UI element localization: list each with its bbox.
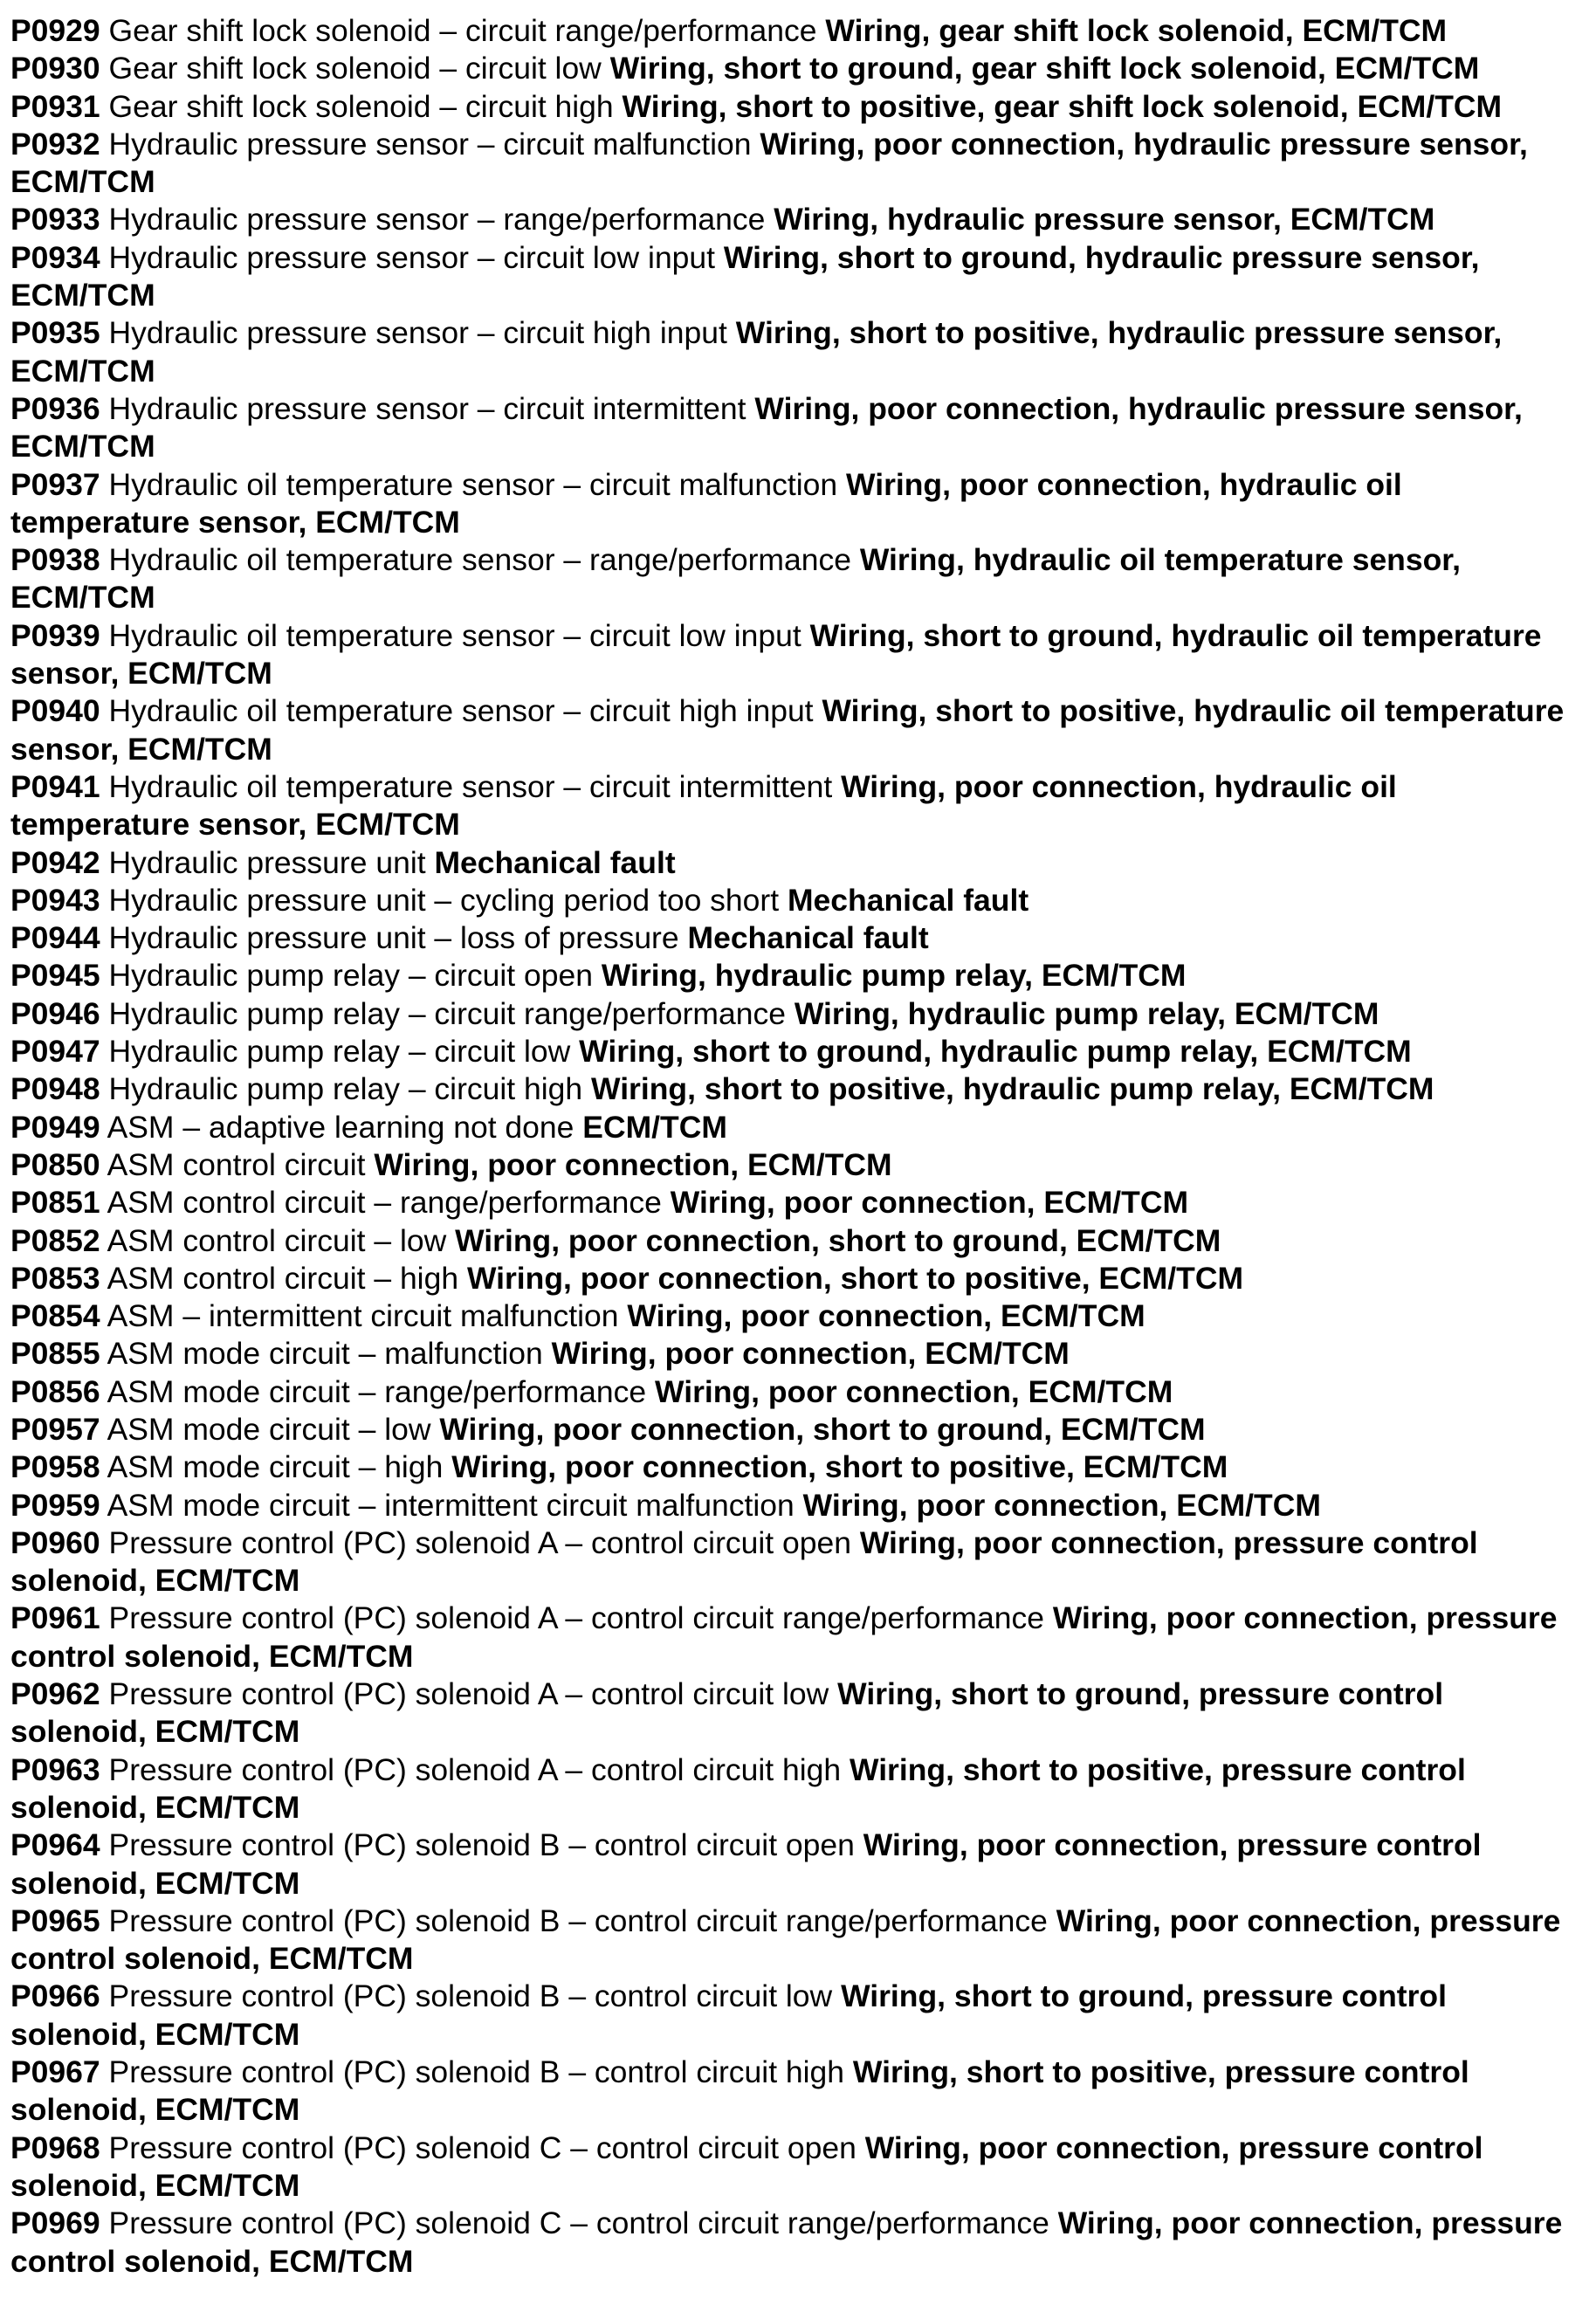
dtc-code: P0966 xyxy=(10,1978,100,2014)
dtc-description: Pressure control (PC) solenoid B – control circuit high xyxy=(108,2054,845,2090)
dtc-code: P0967 xyxy=(10,2054,100,2090)
dtc-entry xyxy=(10,1676,1582,1751)
dtc-entry xyxy=(10,957,1582,994)
dtc-description: ASM control circuit – range/performance xyxy=(107,1185,662,1221)
dtc-code: P0947 xyxy=(10,1034,100,1070)
dtc-description: Hydraulic pump relay – circuit range/performance xyxy=(108,995,786,1031)
dtc-cause: Wiring, poor connection, short to ground, ECM/TCM xyxy=(455,1222,1221,1258)
dtc-code: P0969 xyxy=(10,2205,100,2241)
dtc-cause: Wiring, poor connection, short to positive, ECM/TCM xyxy=(466,1260,1244,1296)
dtc-entry xyxy=(10,844,1582,882)
dtc-entry xyxy=(10,1524,1582,1600)
dtc-code: P0852 xyxy=(10,1222,100,1258)
dtc-entry xyxy=(10,466,1582,542)
dtc-entry xyxy=(10,692,1582,768)
dtc-cause: Wiring, short to positive, hydraulic oil temperature sensor, ECM/TCM xyxy=(10,693,1565,767)
dtc-code: P0959 xyxy=(10,1487,100,1523)
dtc-cause: Wiring, hydraulic pressure sensor, ECM/TCM xyxy=(774,202,1435,237)
dtc-code: P0943 xyxy=(10,882,100,918)
dtc-description: Pressure control (PC) solenoid C – control circuit open xyxy=(108,2130,856,2165)
dtc-cause: Wiring, poor connection, ECM/TCM xyxy=(627,1298,1145,1334)
dtc-description: Pressure control (PC) solenoid C – control circuit range/performance xyxy=(108,2205,1049,2241)
dtc-code: P0941 xyxy=(10,768,100,804)
dtc-cause: Wiring, poor connection, ECM/TCM xyxy=(655,1373,1173,1409)
dtc-code: P0935 xyxy=(10,315,100,351)
dtc-code: P0856 xyxy=(10,1373,100,1409)
dtc-description: ASM mode circuit – malfunction xyxy=(107,1336,543,1372)
dtc-cause: Wiring, poor connection, pressure control solenoid, ECM/TCM xyxy=(10,1600,1558,1674)
dtc-entry xyxy=(10,1487,1582,1524)
dtc-code: P0960 xyxy=(10,1524,100,1560)
dtc-entry xyxy=(10,1448,1582,1486)
dtc-cause: Wiring, short to positive, hydraulic pump relay, ECM/TCM xyxy=(591,1071,1434,1107)
dtc-description: Hydraulic pressure unit – cycling period too short xyxy=(108,882,780,918)
dtc-code: P0962 xyxy=(10,1676,100,1712)
dtc-description: Hydraulic pump relay – circuit high xyxy=(108,1071,583,1107)
dtc-description: Hydraulic oil temperature sensor – range/performance xyxy=(108,542,851,578)
dtc-code: P0944 xyxy=(10,920,100,956)
dtc-cause: Wiring, short to ground, gear shift lock solenoid, ECM/TCM xyxy=(609,51,1480,86)
dtc-code: P0964 xyxy=(10,1827,100,1863)
dtc-cause: Wiring, short to positive, pressure control solenoid, ECM/TCM xyxy=(10,2054,1469,2128)
dtc-entry xyxy=(10,1070,1582,1108)
dtc-entry xyxy=(10,1411,1582,1448)
dtc-list xyxy=(10,12,1582,2281)
dtc-description: ASM – intermittent circuit malfunction xyxy=(107,1298,619,1334)
dtc-cause: Wiring, poor connection, ECM/TCM xyxy=(802,1487,1321,1523)
dtc-entry xyxy=(10,1146,1582,1184)
dtc-code: P0958 xyxy=(10,1449,100,1485)
dtc-entry xyxy=(10,1600,1582,1676)
dtc-description: Hydraulic oil temperature sensor – circuit malfunction xyxy=(108,466,838,502)
dtc-description: Hydraulic oil temperature sensor – circuit high input xyxy=(108,693,814,729)
dtc-cause: Wiring, poor connection, pressure control solenoid, ECM/TCM xyxy=(10,1827,1482,1901)
dtc-code: P0851 xyxy=(10,1185,100,1221)
dtc-entry xyxy=(10,1751,1582,1827)
dtc-cause: Wiring, short to positive, pressure control solenoid, ECM/TCM xyxy=(10,1751,1466,1825)
dtc-code: P0933 xyxy=(10,202,100,237)
dtc-entry xyxy=(10,239,1582,315)
dtc-cause: Wiring, short to ground, hydraulic oil temperature sensor, ECM/TCM xyxy=(10,617,1542,692)
dtc-cause: Wiring, short to ground, pressure control solenoid, ECM/TCM xyxy=(10,1978,1447,2052)
dtc-description: Gear shift lock solenoid – circuit high xyxy=(108,88,614,124)
dtc-description: Pressure control (PC) solenoid A – control circuit range/performance xyxy=(108,1600,1044,1636)
dtc-cause: Wiring, hydraulic oil temperature sensor, ECM/TCM xyxy=(10,542,1462,616)
dtc-cause: Wiring, poor connection, ECM/TCM xyxy=(374,1146,892,1182)
dtc-description: Gear shift lock solenoid – circuit low xyxy=(108,51,602,86)
dtc-cause: Wiring, poor connection, ECM/TCM xyxy=(670,1185,1189,1221)
dtc-code: P0945 xyxy=(10,958,100,994)
dtc-entry xyxy=(10,2130,1582,2205)
dtc-entry xyxy=(10,201,1582,238)
dtc-cause: Mechanical fault xyxy=(687,920,929,956)
dtc-description: Hydraulic pressure sensor – circuit malfunction xyxy=(108,126,752,162)
dtc-description: Pressure control (PC) solenoid A – control circuit low xyxy=(108,1676,829,1712)
dtc-code: P0853 xyxy=(10,1260,100,1296)
dtc-code: P0948 xyxy=(10,1071,100,1107)
dtc-code: P0855 xyxy=(10,1336,100,1372)
dtc-entry xyxy=(10,1827,1582,1903)
dtc-cause: Mechanical fault xyxy=(787,882,1029,918)
dtc-entry xyxy=(10,314,1582,390)
dtc-entry xyxy=(10,1033,1582,1070)
dtc-code: P0949 xyxy=(10,1109,100,1145)
dtc-description: ASM control circuit xyxy=(107,1146,366,1182)
dtc-cause: Wiring, poor connection, short to positive, ECM/TCM xyxy=(451,1449,1228,1485)
dtc-description: Hydraulic pump relay – circuit low xyxy=(108,1034,571,1070)
dtc-entry xyxy=(10,1903,1582,1978)
dtc-entry xyxy=(10,1978,1582,2054)
dtc-entry xyxy=(10,919,1582,957)
dtc-cause: Wiring, poor connection, short to ground, ECM/TCM xyxy=(439,1411,1206,1447)
dtc-cause: Mechanical fault xyxy=(434,844,676,880)
dtc-cause: Wiring, short to positive, hydraulic pressure sensor, ECM/TCM xyxy=(10,315,1503,389)
dtc-code: P0961 xyxy=(10,1600,100,1636)
dtc-code: P0946 xyxy=(10,995,100,1031)
dtc-description: ASM mode circuit – high xyxy=(107,1449,444,1485)
dtc-description: Pressure control (PC) solenoid A – control circuit open xyxy=(108,1524,851,1560)
dtc-code: P0942 xyxy=(10,844,100,880)
dtc-code: P0940 xyxy=(10,693,100,729)
dtc-cause: Wiring, poor connection, pressure control solenoid, ECM/TCM xyxy=(10,2130,1483,2203)
dtc-cause: Wiring, poor connection, hydraulic oil temperature sensor, ECM/TCM xyxy=(10,768,1397,843)
dtc-description: Hydraulic pressure sensor – circuit high input xyxy=(108,315,727,351)
dtc-cause: Wiring, short to ground, hydraulic pump relay, ECM/TCM xyxy=(579,1034,1412,1070)
dtc-entry xyxy=(10,1297,1582,1335)
dtc-cause: Wiring, poor connection, pressure control solenoid, ECM/TCM xyxy=(10,2205,1563,2279)
dtc-description: ASM control circuit – low xyxy=(107,1222,447,1258)
dtc-code: P0934 xyxy=(10,239,100,275)
dtc-code: P0939 xyxy=(10,617,100,653)
dtc-code: P0854 xyxy=(10,1298,100,1334)
dtc-code: P0957 xyxy=(10,1411,100,1447)
dtc-description: ASM mode circuit – range/performance xyxy=(107,1373,647,1409)
dtc-entry xyxy=(10,126,1582,202)
dtc-cause: Wiring, poor connection, ECM/TCM xyxy=(551,1336,1070,1372)
dtc-cause: Wiring, poor connection, pressure control solenoid, ECM/TCM xyxy=(10,1524,1478,1599)
dtc-entry xyxy=(10,2205,1582,2281)
dtc-entry xyxy=(10,995,1582,1033)
dtc-description: ASM mode circuit – low xyxy=(107,1411,431,1447)
dtc-description: ASM control circuit – high xyxy=(107,1260,459,1296)
dtc-description: Hydraulic pressure sensor – circuit low input xyxy=(108,239,716,275)
dtc-entry xyxy=(10,12,1582,50)
dtc-code: P0932 xyxy=(10,126,100,162)
dtc-entry xyxy=(10,882,1582,919)
dtc-entry xyxy=(10,2054,1582,2130)
dtc-entry xyxy=(10,50,1582,87)
dtc-entry xyxy=(10,1335,1582,1373)
dtc-description: Hydraulic pressure unit xyxy=(108,844,426,880)
dtc-code: P0938 xyxy=(10,542,100,578)
dtc-description: Hydraulic pressure sensor – range/performance xyxy=(108,202,766,237)
dtc-entry xyxy=(10,768,1582,844)
dtc-entry xyxy=(10,1109,1582,1146)
dtc-cause: Wiring, gear shift lock solenoid, ECM/TCM xyxy=(825,13,1448,48)
dtc-cause: Wiring, short to ground, pressure control solenoid, ECM/TCM xyxy=(10,1676,1444,1750)
dtc-description: Hydraulic pump relay – circuit open xyxy=(108,958,593,994)
dtc-description: Pressure control (PC) solenoid B – control circuit open xyxy=(108,1827,855,1863)
dtc-entry xyxy=(10,1260,1582,1297)
dtc-cause: Wiring, short to ground, hydraulic pressure sensor, ECM/TCM xyxy=(10,239,1480,313)
dtc-description: Pressure control (PC) solenoid B – control circuit range/performance xyxy=(108,1903,1048,1938)
dtc-code: P0963 xyxy=(10,1751,100,1787)
dtc-code: P0929 xyxy=(10,13,100,48)
dtc-cause: Wiring, poor connection, pressure control solenoid, ECM/TCM xyxy=(10,1903,1561,1977)
dtc-cause: Wiring, short to positive, gear shift lock solenoid, ECM/TCM xyxy=(622,88,1503,124)
dtc-description: ASM mode circuit – intermittent circuit malfunction xyxy=(107,1487,795,1523)
dtc-code: P0937 xyxy=(10,466,100,502)
dtc-entry xyxy=(10,1184,1582,1221)
dtc-code: P0936 xyxy=(10,390,100,426)
dtc-entry xyxy=(10,88,1582,126)
dtc-description: Hydraulic oil temperature sensor – circuit low input xyxy=(108,617,801,653)
dtc-description: ASM – adaptive learning not done xyxy=(107,1109,574,1145)
dtc-description: Pressure control (PC) solenoid B – control circuit low xyxy=(108,1978,833,2014)
dtc-cause: Wiring, poor connection, hydraulic pressure sensor, ECM/TCM xyxy=(10,126,1528,200)
dtc-entry xyxy=(10,1373,1582,1411)
dtc-entry xyxy=(10,617,1582,693)
dtc-code: P0850 xyxy=(10,1146,100,1182)
dtc-code: P0968 xyxy=(10,2130,100,2165)
dtc-code: P0965 xyxy=(10,1903,100,1938)
dtc-entry xyxy=(10,541,1582,617)
dtc-code: P0930 xyxy=(10,51,100,86)
dtc-description: Gear shift lock solenoid – circuit range/performance xyxy=(108,13,817,48)
dtc-cause: Wiring, hydraulic pump relay, ECM/TCM xyxy=(601,958,1187,994)
dtc-description: Hydraulic pressure sensor – circuit intermittent xyxy=(108,390,746,426)
dtc-cause: Wiring, poor connection, hydraulic oil temperature sensor, ECM/TCM xyxy=(10,466,1402,540)
dtc-cause: Wiring, hydraulic pump relay, ECM/TCM xyxy=(794,995,1379,1031)
dtc-entry xyxy=(10,390,1582,466)
dtc-description: Hydraulic oil temperature sensor – circuit intermittent xyxy=(108,768,833,804)
dtc-description: Hydraulic pressure unit – loss of pressure xyxy=(108,920,679,956)
dtc-cause: Wiring, poor connection, hydraulic pressure sensor, ECM/TCM xyxy=(10,390,1523,464)
dtc-cause: ECM/TCM xyxy=(582,1109,727,1145)
dtc-code: P0931 xyxy=(10,88,100,124)
dtc-entry xyxy=(10,1222,1582,1260)
dtc-description: Pressure control (PC) solenoid A – control circuit high xyxy=(108,1751,842,1787)
